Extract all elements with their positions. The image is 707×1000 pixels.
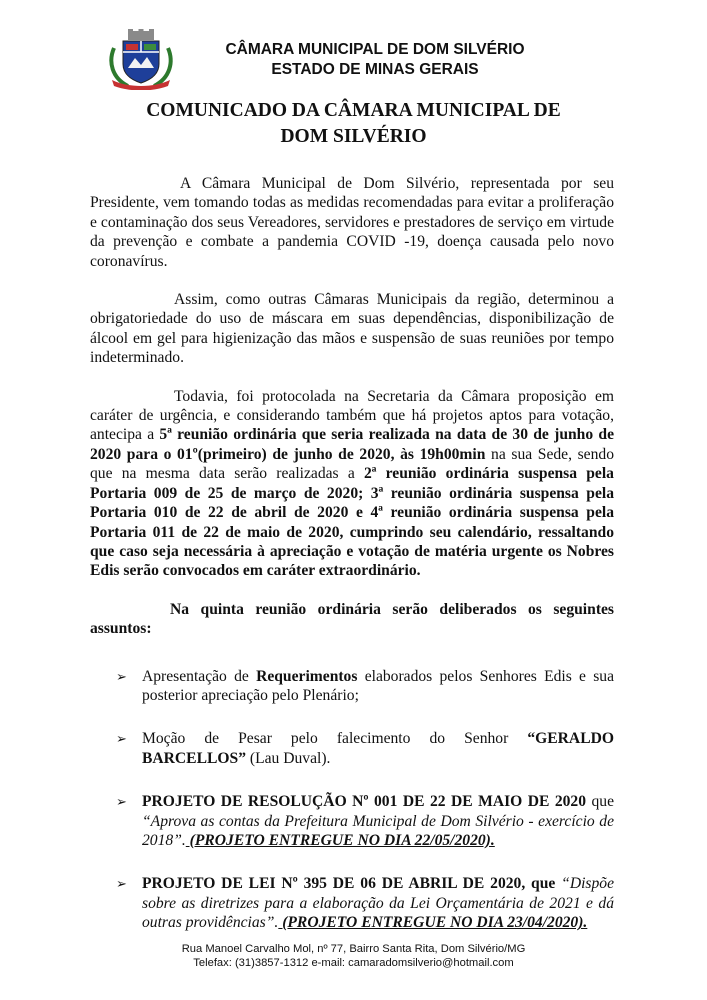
bullet-2-text-c: (Lau Duval). (246, 749, 331, 767)
arrow-bullet-icon: ➢ (116, 794, 127, 810)
bullet-3-delivery-note: (PROJETO ENTREGUE NO DIA 22/05/2020). (185, 831, 495, 849)
title-line-2: DOM SILVÉRIO (280, 126, 427, 147)
document-body (90, 174, 614, 933)
bullet-2-bold: “GERALDO BARCELLOS” (142, 730, 614, 767)
list-item (90, 729, 614, 768)
bullet-1-bold: Requerimentos (256, 667, 358, 685)
bullet-1-text-c: elaborados pelos Senhores Edis e sua posterior apreciação pelo Plenário; (142, 667, 614, 704)
paragraph-3 (90, 387, 614, 581)
arrow-bullet-icon: ➢ (116, 731, 127, 747)
paragraph-3-text-c: na sua Sede, sendo que na mesma data serão realizadas a (90, 445, 614, 483)
municipal-coat-of-arms-icon (106, 28, 176, 90)
document-footer (0, 942, 707, 970)
footer-address: Rua Manoel Carvalho Mol, nº 77, Bairro Santa Rita, Dom Silvério/MG (181, 943, 526, 955)
footer-contact: Telefax: (31)3857-1312 e-mail: camaradomsilverio@hotmail.com (193, 957, 514, 969)
bullet-3-bold: PROJETO DE RESOLUÇÃO Nº 001 DE 22 DE MAIO DE 2020 (142, 793, 587, 811)
arrow-bullet-icon: ➢ (116, 668, 127, 684)
list-item (90, 874, 614, 932)
header-line-1: CÂMARA MUNICIPAL DE DOM SILVÉRIO (225, 41, 525, 58)
list-item (90, 792, 614, 850)
bullet-3-text-b: que (586, 793, 614, 811)
paragraph-3-bold-d: 2ª reunião ordinária suspensa pela Portaria 009 de 25 de março de 2020; 3ª reunião ordinária suspensa pela Portaria 010 de 22 de abril de 2020 e 4ª reunião ordinária suspensa pela Portaria 011 de 22 de maio de 2020, cumprindo seu calendário, ressaltando que caso seja necessária à apreciação e votação de matéria urgente os Nobres Edis serão convocados em caráter extraordinário. (90, 465, 614, 580)
bullet-1-text-a: Apresentação de (142, 667, 257, 685)
paragraph-1: A Câmara Municipal de Dom Silvério, representada por seu Presidente, vem tomando todas as medidas recomendadas para evitar a proliferação e contaminação dos seus Vereadores, servidores e prestadores de serviço em virtude da prevenção e combate a pandemia COVID -19, doença causada pelo novo coronavírus. (90, 175, 614, 270)
bullet-4-delivery-note: (PROJETO ENTREGUE NO DIA 23/04/2020). (278, 914, 588, 932)
bullet-4-bold: PROJETO DE LEI Nº 395 DE 06 DE ABRIL DE 2020, que (142, 875, 556, 893)
bullet-3-italic: “Aprova as contas da Prefeitura Municipal de Dom Silvério - exercício de 2018”. (142, 812, 614, 849)
list-item (90, 667, 614, 706)
title-line-1: COMUNICADO DA CÂMARA MUNICIPAL DE (146, 100, 561, 121)
arrow-bullet-icon: ➢ (116, 876, 127, 892)
paragraph-3-text-a: Todavia, foi protocolada na Secretaria da Câmara proposição em caráter de urgência, e considerando também que há projetos aptos para votação, antecipa a (90, 387, 614, 444)
paragraph-2: Assim, como outras Câmaras Municipais da região, determinou a obrigatoriedade do uso de máscara em suas dependências, disponibilização de álcool em gel para higienização das mãos e suspensão de suas reuniões por tempo indeterminado. (90, 291, 614, 367)
paragraph-3-bold-b: 5ª reunião ordinária que seria realizada na data de 30 de junho de 2020 para o 01º(primeiro) de junho de 2020, às 19h00min (90, 426, 614, 463)
paragraph-4: Na quinta reunião ordinária serão deliberados os seguintes assuntos: (90, 600, 614, 638)
institution-header (190, 40, 560, 80)
document-title (0, 98, 707, 150)
header-line-2: ESTADO DE MINAS GERAIS (271, 61, 479, 78)
bullet-2-text-a: Moção de Pesar pelo falecimento do Senhor (142, 730, 528, 748)
bullet-4-italic: “Dispõe sobre as diretrizes para a elaboração da Lei Orçamentária de 2021 e dá outras providências”. (142, 875, 614, 932)
